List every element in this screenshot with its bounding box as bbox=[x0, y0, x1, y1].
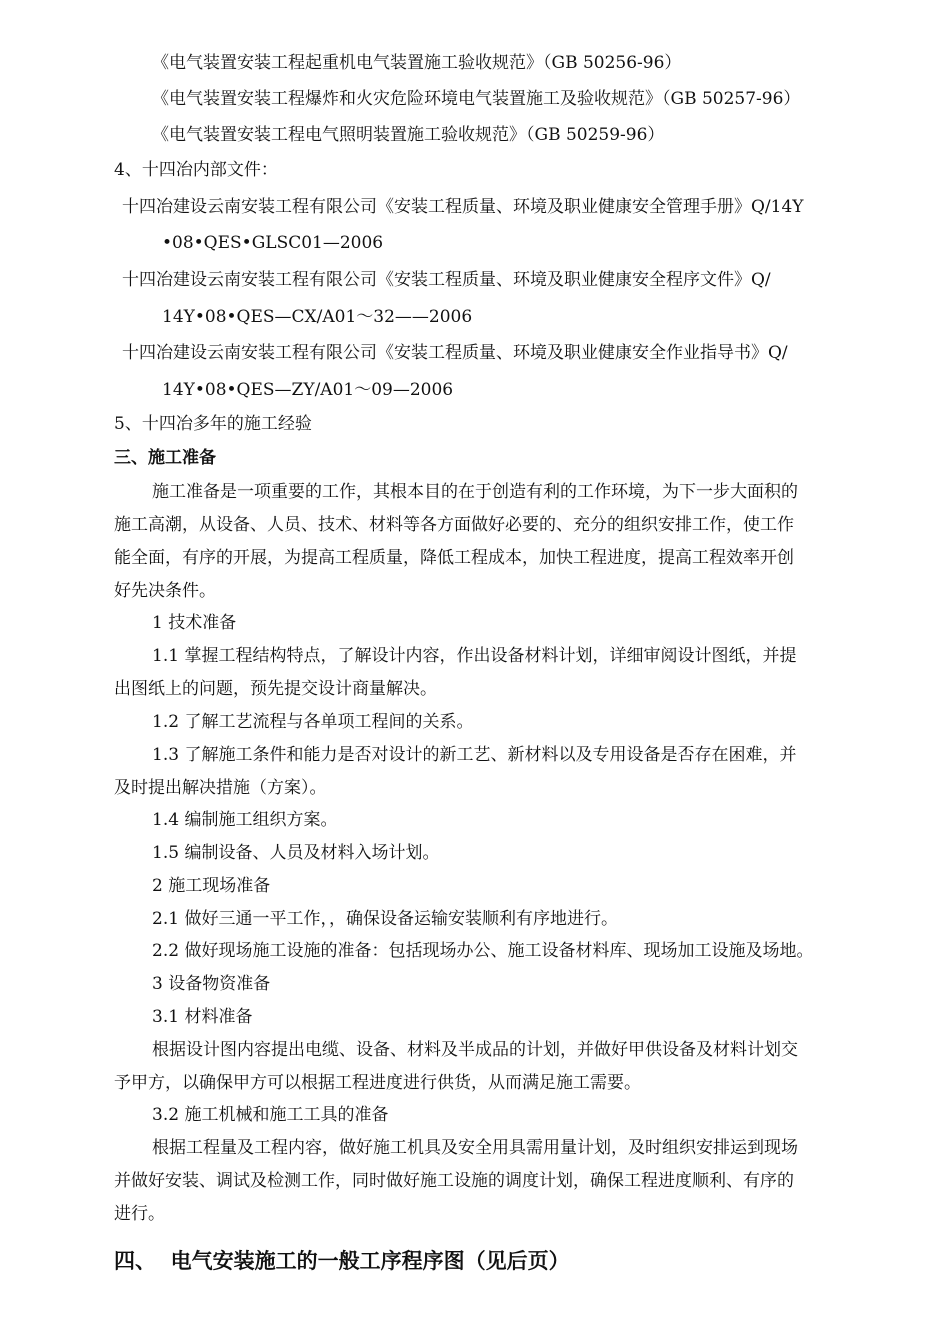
material-item-3-1-text-cont: 予甲方，以确保甲方可以根据工程进度进行供货，从而满足施工需要。 bbox=[114, 1073, 641, 1093]
standard-line: 《电气装置安装工程爆炸和火灾危险环境电气装置施工及验收规范》（GB 50257-96） bbox=[152, 89, 801, 109]
tech-item-1-5: 1.5 编制设备、人员及材料入场计划。 bbox=[152, 843, 440, 863]
material-prep-title: 3 设备物资准备 bbox=[152, 974, 271, 994]
material-item-3-1: 3.1 材料准备 bbox=[152, 1007, 253, 1027]
site-item-2-1: 2.1 做好三通一平工作，，确保设备运输安装顺利有序地进行。 bbox=[152, 909, 618, 929]
section-3-title: 三、施工准备 bbox=[114, 448, 216, 468]
site-prep-title: 2 施工现场准备 bbox=[152, 876, 271, 896]
material-item-3-2: 3.2 施工机械和施工工具的准备 bbox=[152, 1105, 389, 1125]
tech-item-1-4: 1.4 编制施工组织方案。 bbox=[152, 810, 338, 830]
internal-doc-line: 十四冶建设云南安装工程有限公司《安装工程质量、环境及职业健康安全程序文件》Q/ bbox=[122, 270, 771, 290]
tech-item-1-3: 1.3 了解施工条件和能力是否对设计的新工艺、新材料以及专用设备是否存在困难，并 bbox=[152, 745, 797, 765]
internal-doc-code: 14Y•08•QES—CX/A01～32——2006 bbox=[162, 307, 473, 327]
experience-line: 5、十四冶多年的施工经验 bbox=[114, 414, 312, 434]
standard-line: 《电气装置安装工程电气照明装置施工验收规范》（GB 50259-96） bbox=[152, 125, 665, 145]
internal-doc-line: 十四冶建设云南安装工程有限公司《安装工程质量、环境及职业健康安全作业指导书》Q/ bbox=[122, 343, 788, 363]
section-3-intro: 施工高潮，从设备、人员、技术、材料等各方面做好必要的、充分的组织安排工作，使工作 bbox=[114, 515, 794, 535]
material-item-3-1-text: 根据设计图内容提出电缆、设备、材料及半成品的计划，并做好甲供设备及材料计划交 bbox=[152, 1040, 798, 1060]
tech-item-1-1-cont: 出图纸上的问题，预先提交设计商量解决。 bbox=[114, 679, 437, 699]
internal-doc-code: 14Y•08•QES—ZY/A01～09—2006 bbox=[162, 380, 454, 400]
site-item-2-2: 2.2 做好现场施工设施的准备：包括现场办公、施工设备材料库、现场加工设施及场地。 bbox=[152, 941, 814, 961]
section-4-title: 四、 电气安装施工的一般工序程序图（见后页） bbox=[114, 1248, 570, 1273]
internal-docs-heading: 4、十四冶内部文件： bbox=[114, 160, 278, 180]
internal-doc-line: 十四冶建设云南安装工程有限公司《安装工程质量、环境及职业健康安全管理手册》Q/14Y bbox=[122, 197, 804, 217]
section-3-intro: 施工准备是一项重要的工作，其根本目的在于创造有利的工作环境，为下一步大面积的 bbox=[152, 482, 798, 502]
material-item-3-2-text: 根据工程量及工程内容，做好施工机具及安全用具需用量计划，及时组织安排运到现场 bbox=[152, 1138, 798, 1158]
material-item-3-2-text-cont: 进行。 bbox=[114, 1204, 165, 1224]
tech-prep-title: 1 技术准备 bbox=[152, 613, 237, 633]
standard-line: 《电气装置安装工程起重机电气装置施工验收规范》（GB 50256-96） bbox=[152, 53, 682, 73]
tech-item-1-3-cont: 及时提出解决措施（方案）。 bbox=[114, 778, 327, 798]
section-3-intro: 好先决条件。 bbox=[114, 581, 216, 601]
section-3-intro: 能全面，有序的开展，为提高工程质量，降低工程成本，加快工程进度，提高工程效率开创 bbox=[114, 548, 794, 568]
tech-item-1-1: 1.1 掌握工程结构特点，了解设计内容，作出设备材料计划，详细审阅设计图纸，并提 bbox=[152, 646, 797, 666]
tech-item-1-2: 1.2 了解工艺流程与各单项工程间的关系。 bbox=[152, 712, 474, 732]
internal-doc-code: •08•QES•GLSC01—2006 bbox=[162, 233, 384, 253]
material-item-3-2-text-cont: 并做好安装、调试及检测工作，同时做好施工设施的调度计划，确保工程进度顺利、有序的 bbox=[114, 1171, 794, 1191]
